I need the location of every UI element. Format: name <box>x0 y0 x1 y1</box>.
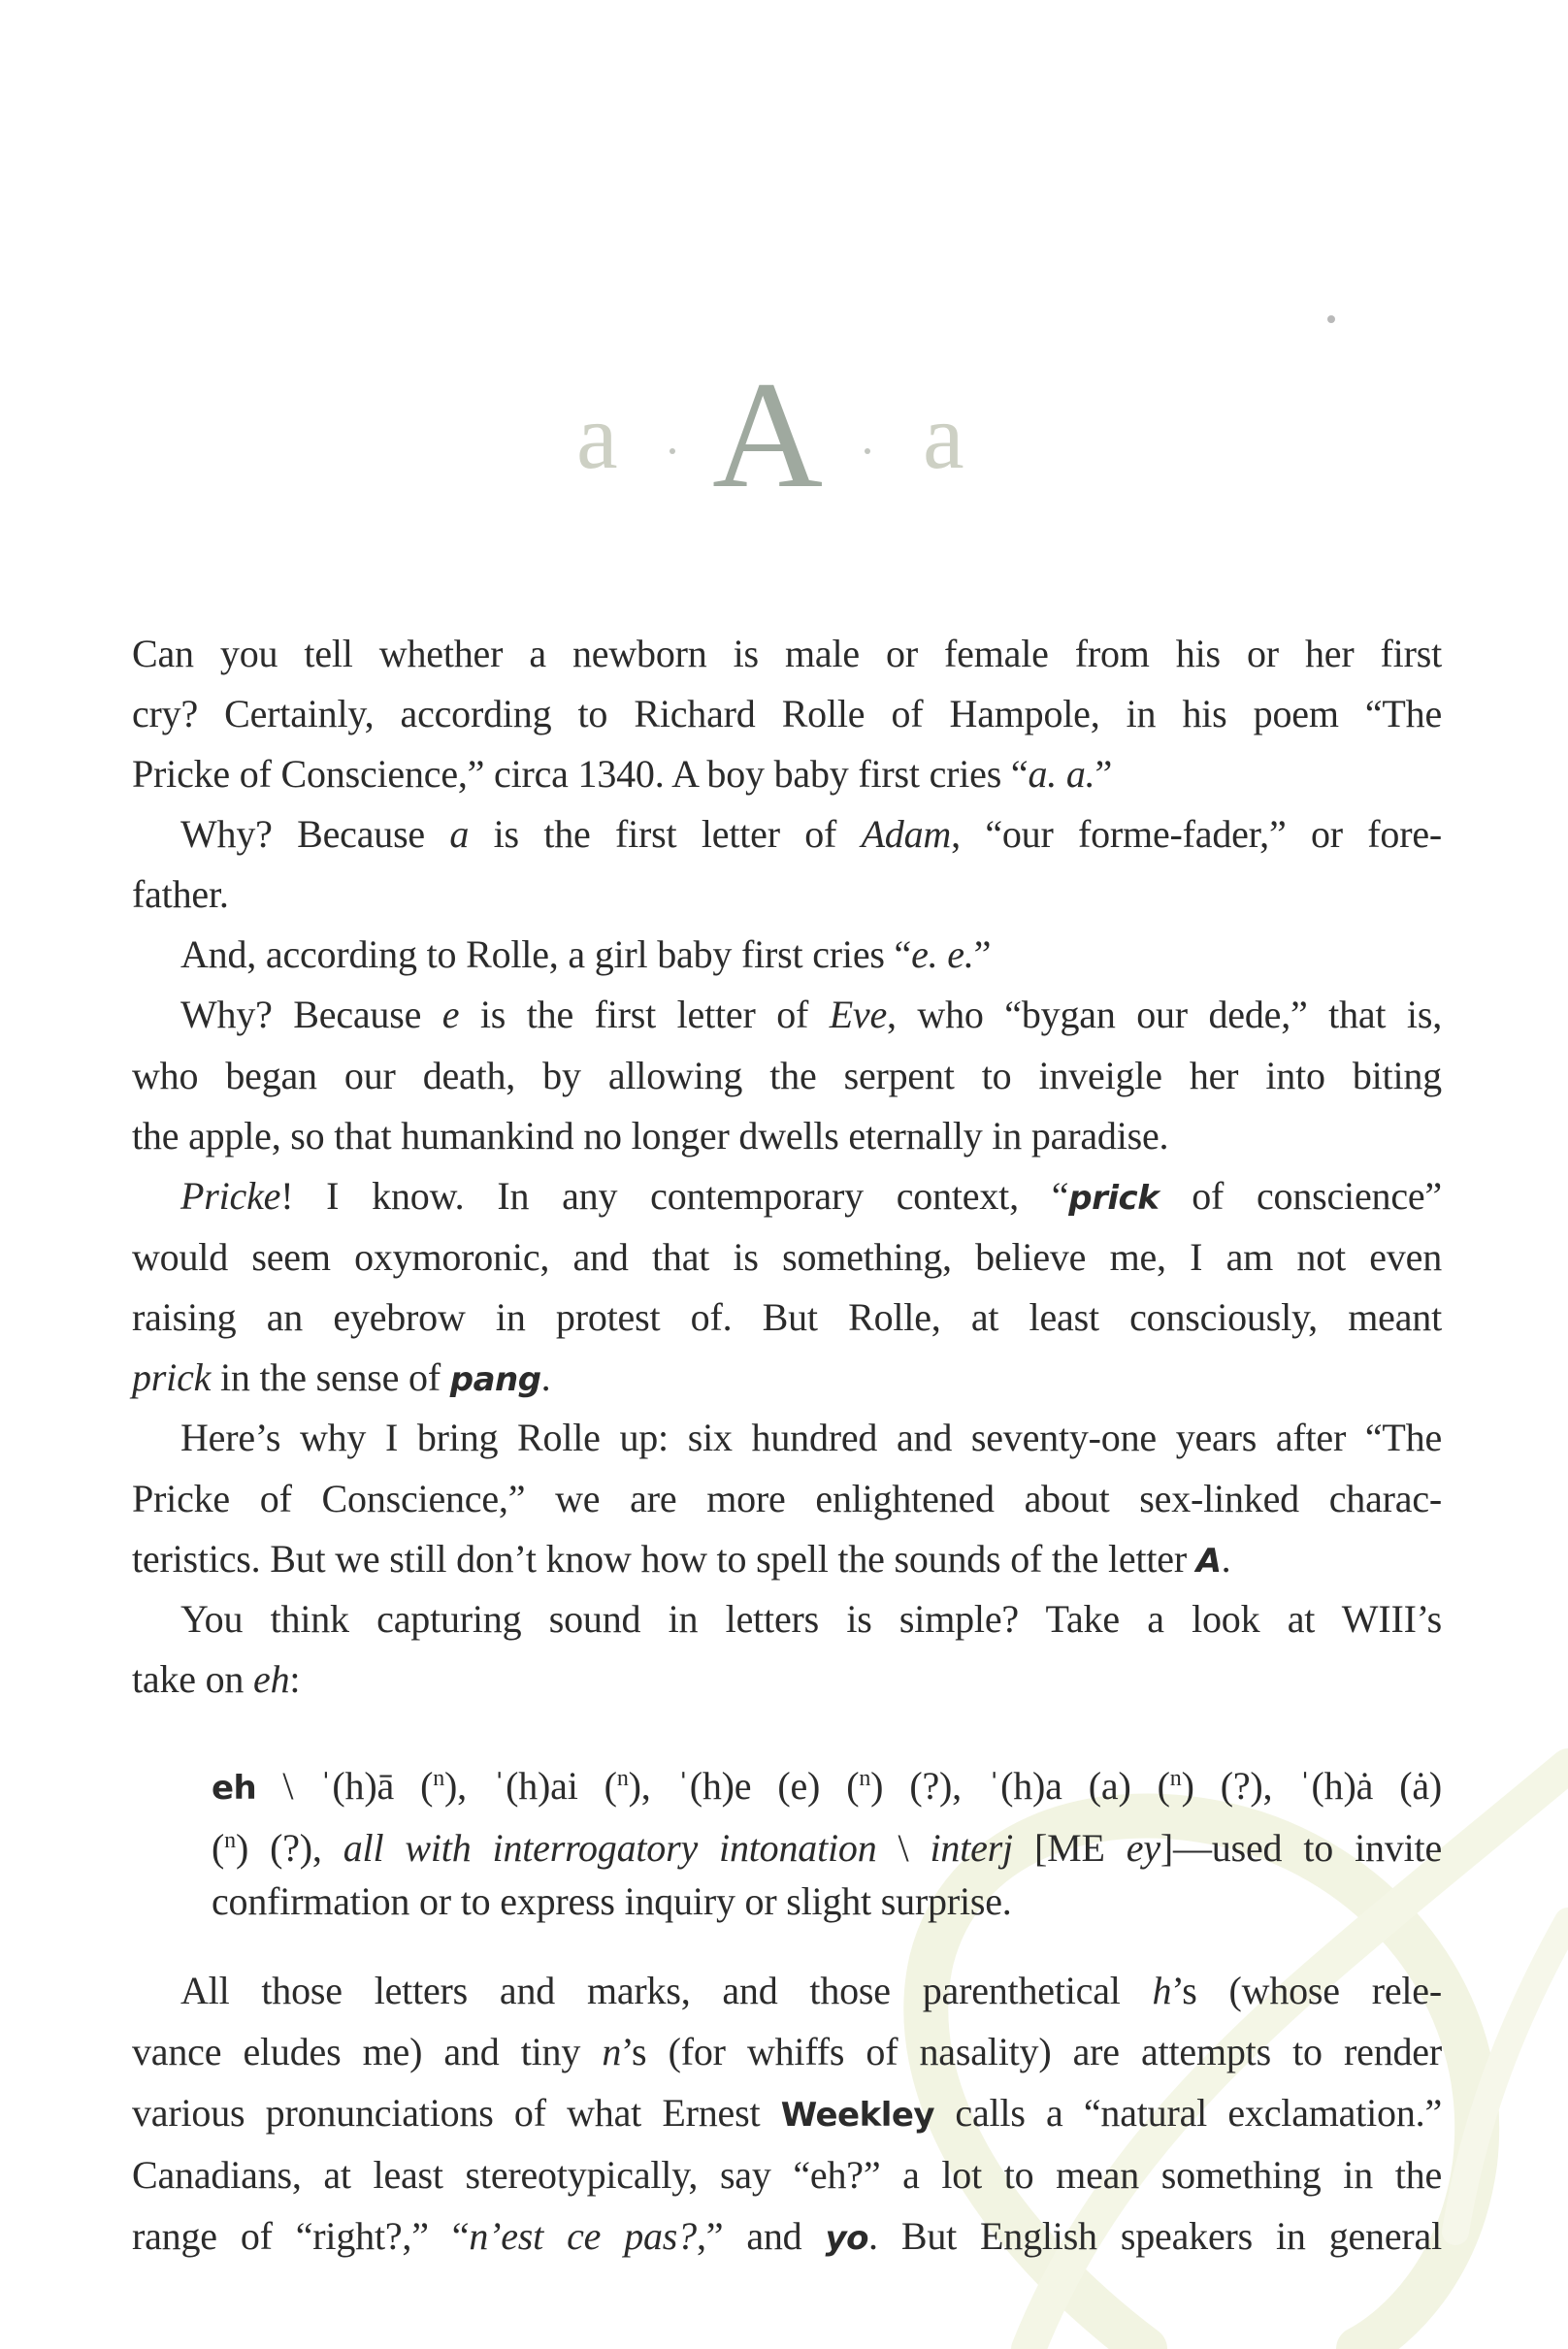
text-run: in the sense of <box>211 1355 450 1399</box>
text-run: . But English speakers in general <box>868 2214 1442 2258</box>
text-line <box>132 1113 1442 1159</box>
text-run: ) (?), ˈ(h)a (a) ( <box>870 1764 1170 1808</box>
text-line <box>132 631 1442 677</box>
text-run: is the first letter of <box>459 993 830 1036</box>
dictionary-entry-line <box>212 1878 1442 1925</box>
chapter-lowercase-left: a <box>576 384 618 488</box>
chapter-lowercase-right: a <box>923 384 964 488</box>
text-line <box>180 931 1442 978</box>
text-run: who began our death, by allowing the serpent to inveigle her into biting <box>132 1054 1442 1097</box>
text-run-it: interj <box>930 1826 1013 1870</box>
chapter-separator-dot-left <box>670 448 675 454</box>
text-line <box>132 2029 1442 2075</box>
text-run-it: Pricke <box>180 1174 281 1218</box>
text-run-it: n’est ce pas? <box>469 2214 697 2258</box>
text-run: of conscience” <box>1159 1174 1442 1218</box>
text-run: All those letters and marks, and those parenthetical <box>180 1969 1153 2012</box>
text-run: ” <box>973 932 992 976</box>
text-run: ) (?), ˈ(h)ȧ (ȧ) <box>1181 1764 1442 1808</box>
text-run-sans-bold-it: A <box>1195 1542 1222 1581</box>
text-run: ), ˈ(h)e (e) ( <box>628 1764 860 1808</box>
text-run: range of “right?,” “ <box>132 2214 470 2258</box>
text-run: ’s (whose rele- <box>1171 1969 1442 2012</box>
text-run: ” <box>1094 752 1113 796</box>
text-run-sup: n <box>859 1766 871 1791</box>
text-run-sans-bold: eh <box>212 1769 257 1808</box>
text-line <box>132 1294 1442 1341</box>
text-run: various pronunciations of what Ernest <box>132 2091 781 2135</box>
text-run: : <box>289 1657 301 1701</box>
dictionary-entry-line <box>212 1817 1442 1872</box>
text-run: vance eludes me) and tiny <box>132 2030 603 2073</box>
text-run: the apple, so that humankind no longer dwells eternally in paradise. <box>132 1114 1169 1158</box>
text-run: ), ˈ(h)ai ( <box>444 1764 617 1808</box>
text-run: father. <box>132 872 229 916</box>
text-line <box>132 2090 1442 2138</box>
text-run-it: h <box>1152 1969 1172 2012</box>
text-run: \ ˈ(h)ā ( <box>256 1764 434 1808</box>
text-run-it: e <box>441 993 460 1036</box>
dictionary-entry-line <box>212 1755 1442 1811</box>
text-line <box>180 992 1442 1038</box>
text-run-sans-bold-it: pang <box>449 1360 541 1399</box>
text-run-it: n <box>602 2030 622 2073</box>
text-run-it: ey <box>1126 1826 1160 1870</box>
text-run-it: prick <box>132 1355 212 1399</box>
scan-speck <box>1327 315 1335 323</box>
text-run: And, according to Rolle, a girl baby first cries “ <box>180 932 912 976</box>
text-run: . <box>540 1355 551 1399</box>
text-line <box>132 1536 1442 1584</box>
text-run: , “our forme-fader,” or fore- <box>951 812 1443 856</box>
text-run: Pricke of Conscience,” circa 1340. A boy baby first cries “ <box>132 752 1029 796</box>
text-run: Canadians, at least stereotypically, say “eh?” a lot to mean something in the <box>132 2153 1442 2197</box>
text-line <box>132 871 1442 918</box>
text-run: ) (?), <box>235 1826 343 1870</box>
text-run: calls a “natural exclamation.” <box>934 2091 1443 2135</box>
text-line <box>132 2213 1442 2262</box>
text-run-it: all with interrogatory intonation <box>343 1826 877 1870</box>
text-run: raising an eyebrow in protest of. But Rolle, at least consciously, meant <box>132 1295 1442 1339</box>
text-run: would seem oxymoronic, and that is something, believe me, I am not even <box>132 1235 1442 1279</box>
text-run: \ <box>876 1826 931 1870</box>
text-run: take on <box>132 1657 254 1701</box>
text-run-it: eh <box>253 1657 290 1701</box>
text-line <box>132 1354 1442 1403</box>
text-run: confirmation or to express inquiry or slight surprise. <box>212 1879 1012 1923</box>
text-run-sans-bold-it: yo <box>825 2219 869 2258</box>
text-line <box>132 751 1442 798</box>
text-line <box>180 1968 1442 2014</box>
text-run: . <box>1221 1537 1231 1581</box>
text-run: is the first letter of <box>469 812 862 856</box>
text-run: Here’s why I bring Rolle up: six hundred and seventy-one years after “The <box>180 1416 1442 1459</box>
text-run-it: Adam <box>861 812 952 856</box>
text-run: Pricke of Conscience,” we are more enlightened about sex-linked charac- <box>132 1477 1442 1520</box>
text-run: [ME <box>1012 1826 1127 1870</box>
text-line <box>132 1053 1442 1099</box>
text-run: ]—used to invite <box>1160 1826 1442 1870</box>
text-run: ’s (for whiffs of nasality) are attempts to render <box>621 2030 1442 2073</box>
text-line <box>132 1656 1442 1703</box>
text-run: cry? Certainly, according to Richard Rolle of Hampole, in his poem “The <box>132 692 1442 735</box>
chapter-separator-dot-right <box>865 448 870 454</box>
text-run-sup: n <box>433 1766 445 1791</box>
chapter-capital-letter: A <box>712 350 824 520</box>
text-line <box>132 1476 1442 1522</box>
text-run-sup: n <box>1169 1766 1182 1791</box>
text-run-it: a <box>449 812 470 856</box>
text-run: teristics. But we still don’t know how to spell the sounds of the letter <box>132 1537 1196 1581</box>
text-run: ! I know. In any contemporary context, “ <box>280 1174 1069 1218</box>
text-run: You think capturing sound in letters is simple? Take a look at WIII’s <box>180 1597 1442 1641</box>
text-run-it: e. e. <box>911 932 974 976</box>
text-run: Can you tell whether a newborn is male or female from his or her first <box>132 632 1442 675</box>
text-line <box>180 1173 1442 1222</box>
text-run-sup: n <box>616 1766 629 1791</box>
text-run: Why? Because <box>180 993 442 1036</box>
text-line <box>132 1234 1442 1281</box>
text-run-sans-bold: Weekley <box>780 2096 935 2135</box>
text-run: ( <box>212 1826 225 1870</box>
text-run-it: Eve <box>829 993 888 1036</box>
text-run-it: a. a. <box>1028 752 1095 796</box>
text-run: ,” and <box>696 2214 826 2258</box>
text-run-sans-bold-it: prick <box>1068 1179 1160 1218</box>
text-line <box>132 691 1442 737</box>
text-run: Why? Because <box>180 812 450 856</box>
text-line <box>180 811 1442 858</box>
text-run: , who “bygan our dede,” that is, <box>887 993 1442 1036</box>
text-line <box>180 1596 1442 1643</box>
text-run-sup: n <box>224 1828 236 1853</box>
text-line <box>180 1415 1442 1461</box>
text-line <box>132 2152 1442 2199</box>
